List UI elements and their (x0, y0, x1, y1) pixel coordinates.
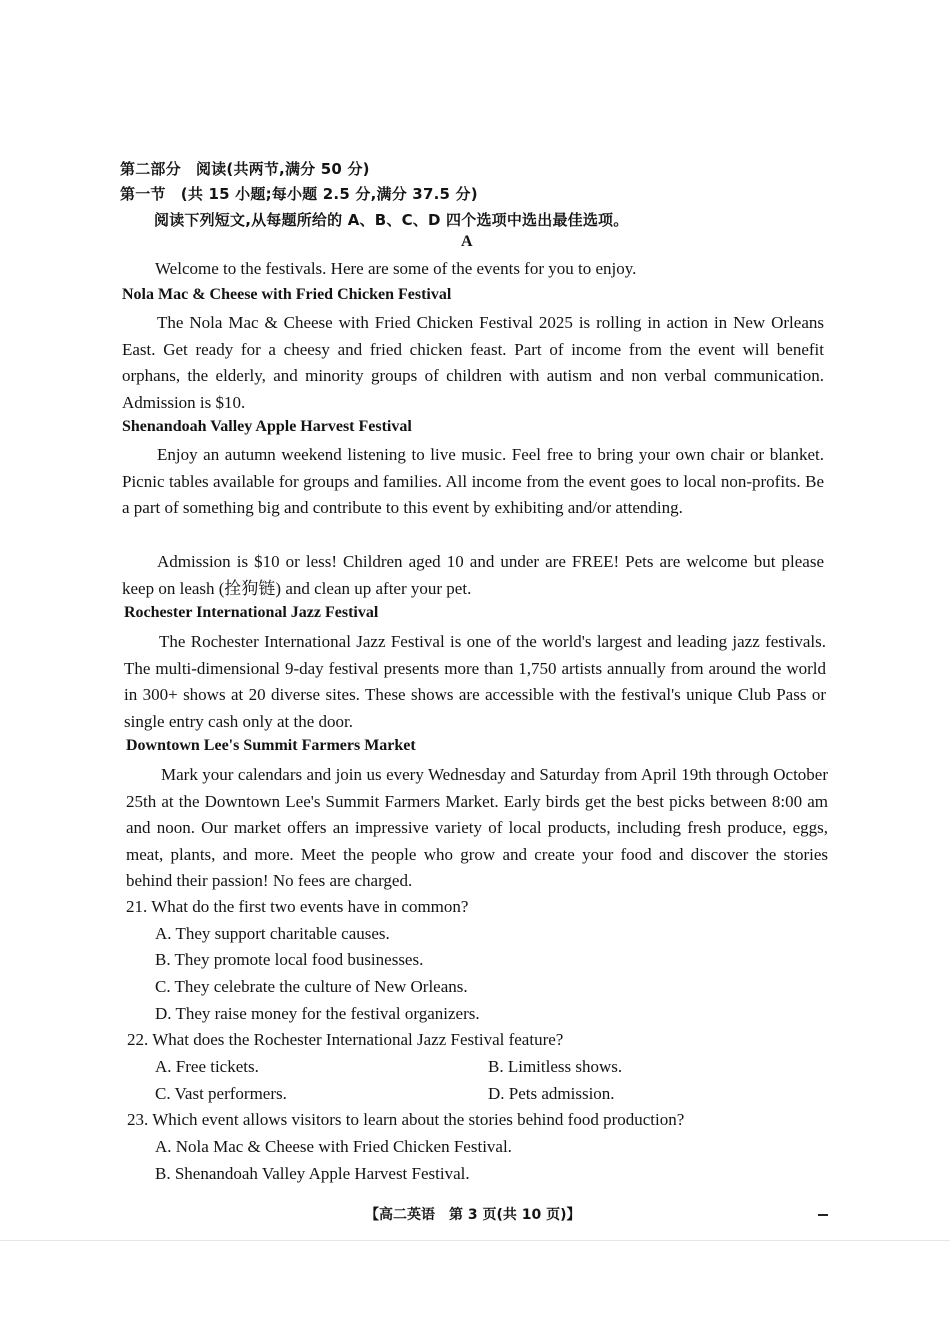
answer-option[interactable]: C. Vast performers. (155, 1084, 287, 1103)
answer-option[interactable]: D. They raise money for the festival organizers. (155, 1004, 480, 1023)
event-paragraph: Mark your calendars and join us every Wednesday and Saturday from April 19th through October 25th at the Downtown Lee's Summit Farmers Market. Early birds get the best picks between 8:00 am and noon. Our market offers an impressive variety of local products, including fresh produce, eggs, meat, plants, and more. Meet the people who grow and create your food and discover the stories behind their passion! No fees are charged. (126, 765, 828, 890)
answer-option[interactable]: D. Pets admission. (488, 1084, 615, 1103)
page-footer: 【高二英语 第 3 页(共 10 页)】 (365, 1207, 581, 1223)
page-divider (0, 1240, 950, 1241)
answer-option[interactable]: B. Shenandoah Valley Apple Harvest Festival. (155, 1164, 470, 1183)
answer-option[interactable]: B. Limitless shows. (488, 1057, 623, 1076)
event-paragraph: Admission is $10 or less! Children aged 10 and under are FREE! Pets are welcome but please keep on leash (拴狗链) and clean up after your pet. (122, 552, 824, 598)
section-heading: 第一节 (共 15 小题;每小题 2.5 分,满分 37.5 分) (120, 185, 478, 203)
event-title-lees-summit: Downtown Lee's Summit Farmers Market (126, 737, 416, 754)
answer-option[interactable]: B. They promote local food businesses. (155, 950, 424, 969)
passage-intro: Welcome to the festivals. Here are some of the events for you to enjoy. (155, 259, 637, 278)
part-heading: 第二部分 阅读(共两节,满分 50 分) (120, 160, 370, 178)
instruction-text: 阅读下列短文,从每题所给的 A、B、C、D 四个选项中选出最佳选项。 (154, 211, 629, 229)
answer-option[interactable]: A. They support charitable causes. (155, 924, 390, 943)
answer-option[interactable]: A. Nola Mac & Cheese with Fried Chicken Festival. (155, 1137, 512, 1156)
question-stem: 21. What do the first two events have in common? (126, 897, 469, 916)
event-title-shenandoah: Shenandoah Valley Apple Harvest Festival (122, 418, 412, 435)
event-paragraph: Enjoy an autumn weekend listening to live music. Feel free to bring your own chair or blanket. Picnic tables available for groups and families. All income from the event goes to local non-profits. Be a part of something big and contribute to this event by exhibiting and/or attending. (122, 445, 824, 517)
page-mark (818, 1214, 828, 1216)
event-title-nola: Nola Mac & Cheese with Fried Chicken Festival (122, 286, 452, 303)
passage-label: A (461, 233, 473, 250)
event-title-rochester: Rochester International Jazz Festival (124, 604, 379, 621)
answer-option[interactable]: C. They celebrate the culture of New Orleans. (155, 977, 468, 996)
question-stem: 22. What does the Rochester International Jazz Festival feature? (127, 1030, 564, 1049)
event-paragraph: The Rochester International Jazz Festival is one of the world's largest and leading jazz festivals. The multi-dimensional 9-day festival presents more than 1,750 artists annually from around the world in 300+ shows at 20 diverse sites. These shows are accessible with the festival's unique Club Pass or single entry cash only at the door. (124, 632, 826, 731)
answer-option[interactable]: A. Free tickets. (155, 1057, 259, 1076)
question-stem: 23. Which event allows visitors to learn about the stories behind food production? (127, 1110, 685, 1129)
event-paragraph: The Nola Mac & Cheese with Fried Chicken Festival 2025 is rolling in action in New Orleans East. Get ready for a cheesy and fried chicken feast. Part of income from the event will benefit orphans, the elderly, and minority groups of children with autism and non verbal communication. Admission is $10. (122, 313, 824, 412)
